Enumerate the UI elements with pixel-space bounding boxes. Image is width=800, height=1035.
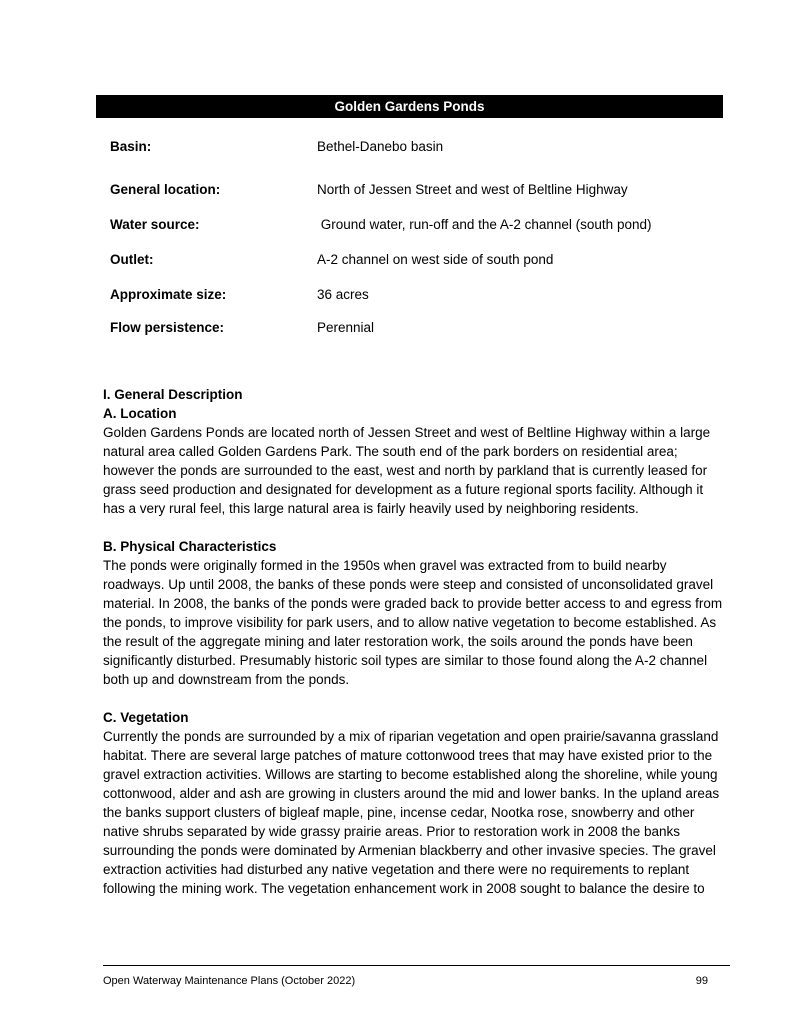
info-label: Flow persistence: — [110, 320, 225, 335]
document-body — [103, 385, 723, 898]
info-label: Water source: — [110, 217, 200, 232]
subsection-heading-vegetation: C. Vegetation — [103, 710, 189, 725]
paragraph-vegetation: Currently the ponds are surrounded by a mix of riparian vegetation and open prairie/savanna grassland habitat. There are several large patches of mature cottonwood trees that may have existed prior to the gravel extraction activities. Willows are starting to become established along the shoreline, while young cottonwood, alder and ash are growing in clusters around the mid and lower banks. In the upland areas the banks support clusters of bigleaf maple, pine, incense cedar, Nootka rose, snowberry and other native shrubs separated by wide grassy prairie areas. Prior to restoration work in 2008 the banks surrounding the ponds were dominated by Armenian blackberry and other invasive species. The gravel extraction activities had disturbed any native vegetation and there were no requirements to replant following the mining work. The vegetation enhancement work in 2008 sought to balance the desire to — [103, 729, 720, 896]
info-value: 36 acres — [317, 287, 369, 302]
info-value: North of Jessen Street and west of Beltline Highway — [317, 182, 628, 197]
info-value: Ground water, run-off and the A-2 channel (south pond) — [317, 217, 652, 232]
info-value: A-2 channel on west side of south pond — [317, 252, 554, 267]
section-heading: I. General Description — [103, 387, 243, 402]
info-value: Perennial — [317, 320, 375, 335]
document-title: Golden Gardens Ponds — [96, 95, 723, 118]
paragraph-location: Golden Gardens Ponds are located north of Jessen Street and west of Beltline Highway within a large natural area called Golden Gardens Park. The south end of the park borders on residential area; however the ponds are surrounded to the east, west and north by parkland that is currently leased for grass seed production and designated for development as a future regional sports facility. Although it has a very rural feel, this large natural area is fairly heavily used by neighboring residents. — [103, 425, 711, 516]
paragraph-physical: The ponds were originally formed in the 1950s when gravel was extracted from to build nearby roadways. Up until 2008, the banks of these ponds were steep and consisted of unconsolidated gravel material. In 2008, the banks of the ponds were graded back to provide better access to and egress from the ponds, to improve visibility for park users, and to allow native vegetation to become established. As the result of the aggregate mining and later restoration work, the soils around the ponds have been significantly disturbed. Presumably historic soil types are similar to those found along the A-2 channel both up and downstream from the ponds. — [103, 558, 723, 687]
info-label: Approximate size: — [110, 287, 227, 302]
page-number: 99 — [695, 975, 708, 987]
subsection-heading-location: A. Location — [103, 406, 177, 421]
info-label: Outlet: — [110, 252, 154, 267]
info-label: General location: — [110, 182, 221, 197]
footer-divider — [103, 965, 730, 966]
subsection-heading-physical: B. Physical Characteristics — [103, 539, 277, 554]
info-value: Bethel-Danebo basin — [317, 139, 444, 154]
info-label: Basin: — [110, 139, 152, 154]
footer-text: Open Waterway Maintenance Plans (October 2022) — [103, 975, 356, 987]
